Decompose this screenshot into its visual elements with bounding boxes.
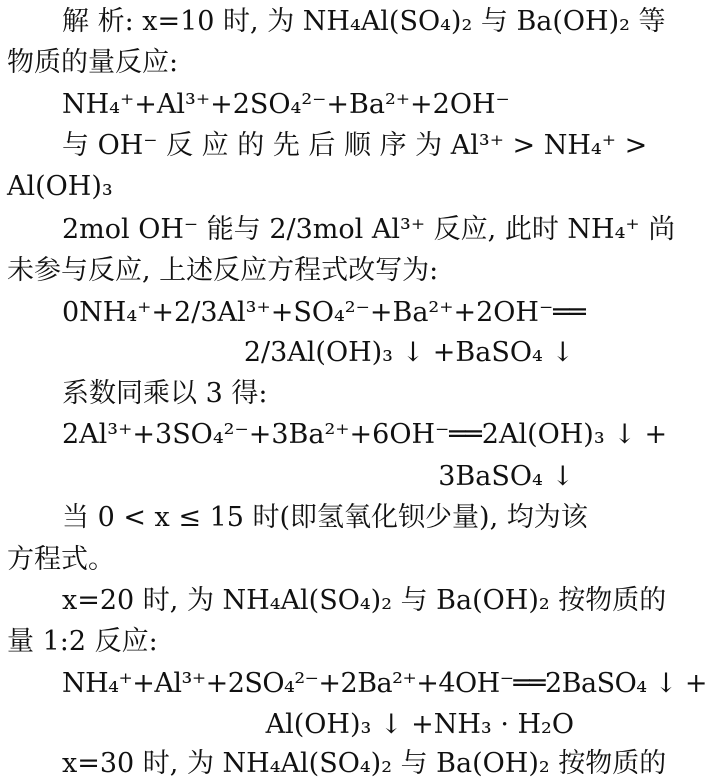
- text-line-12: x=30 时, 为 NH₄Al(SO₄)₂ 与 Ba(OH)₂ 按物质的: [62, 748, 667, 779]
- text-line-2: 物质的量反应:: [7, 47, 179, 78]
- text-line-4: Al(OH)₃: [7, 171, 113, 202]
- text-line-5: 2mol OH⁻ 能与 2/3mol Al³⁺ 反应, 此时 NH₄⁺ 尚: [62, 214, 676, 245]
- equation-line-3: 2Al³⁺+3SO₄²⁻+3Ba²⁺+6OH⁻══2Al(OH)₃ ↓ +: [62, 419, 668, 450]
- text-line-1: 解 析: x=10 时, 为 NH₄Al(SO₄)₂ 与 Ba(OH)₂ 等: [62, 6, 666, 37]
- text-line-10: x=20 时, 为 NH₄Al(SO₄)₂ 与 Ba(OH)₂ 按物质的: [62, 585, 667, 616]
- text-line-11: 量 1:2 反应:: [7, 626, 158, 657]
- text-line-3: 与 OH⁻ 反 应 的 先 后 顺 序 为 Al³⁺ > NH₄⁺ >: [62, 130, 648, 161]
- text-line-6: 未参与反应, 上述反应方程式改写为:: [7, 255, 439, 286]
- equation-line-1: NH₄⁺+Al³⁺+2SO₄²⁻+Ba²⁺+2OH⁻: [62, 89, 510, 120]
- equation-line-2: 0NH₄⁺+2/3Al³⁺+SO₄²⁻+Ba²⁺+2OH⁻══: [62, 297, 586, 328]
- text-line-8: 当 0 < x ≤ 15 时(即氢氧化钡少量), 均为该: [62, 502, 588, 533]
- equation-line-2-continued: 2/3Al(OH)₃ ↓ +BaSO₄ ↓: [243, 337, 574, 368]
- equation-line-3-continued: 3BaSO₄ ↓: [438, 461, 574, 492]
- equation-line-4-continued: Al(OH)₃ ↓ +NH₃ · H₂O: [265, 709, 574, 740]
- equation-line-4: NH₄⁺+Al³⁺+2SO₄²⁻+2Ba²⁺+4OH⁻══2BaSO₄ ↓ +: [62, 668, 707, 699]
- text-line-9: 方程式。: [7, 544, 115, 575]
- text-line-7: 系数同乘以 3 得:: [62, 378, 268, 409]
